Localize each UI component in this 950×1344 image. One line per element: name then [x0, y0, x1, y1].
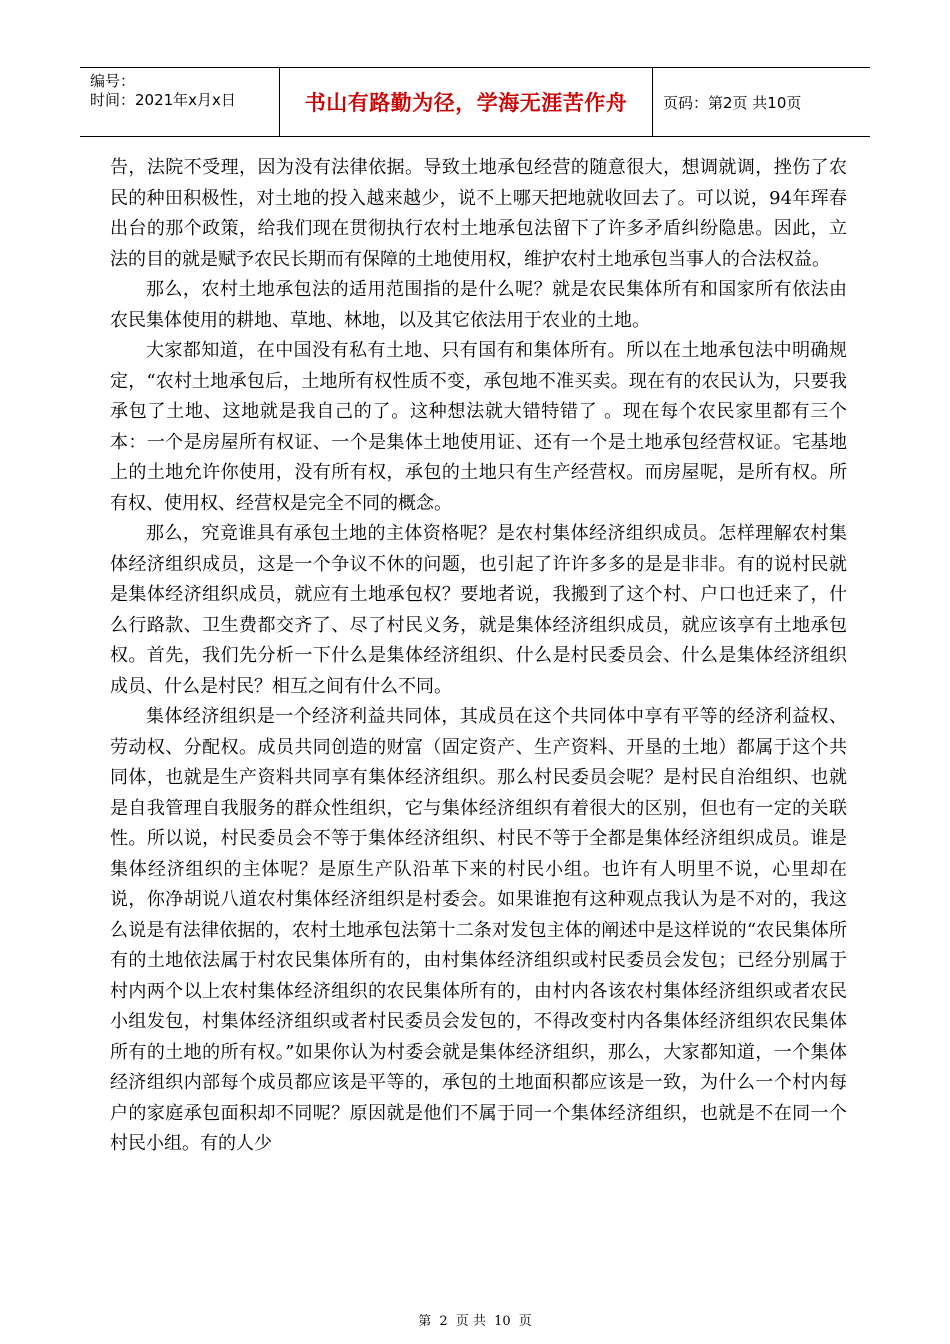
footer-middle: 页 共: [455, 1314, 486, 1329]
footer-page-number: 2: [439, 1314, 448, 1329]
paragraph-2: 那么，农村土地承包法的适用范围指的是什么呢？就是农民集体所有和国家所有依法由农民集体使用的耕地、草地、林地，以及其它依法用于农业的土地。: [110, 279, 847, 331]
page-header: [80, 67, 870, 137]
paragraph-5: 集体经济组织是一个经济利益共同体，其成员在这个共同体中享有平等的经济利益权、劳动权、分配权。成员共同创造的财富（固定资产、生产资料、开垦的土地）都属于这个共同体，也就是生产资料共同享有集体经济组织。那么村民委员会呢？是村民自治组织、也就是自我管理自我服务的群众性组织，它与集体经济组织有着很大的区别，但也有一定的关联性。所以说，村民委员会不等于集体经济组织、村民不等于全都是集体经济组织成员。谁是集体经济组织的主体呢？是原生产队沿革下来的村民小组。也许有人明里不说，心里却在说，你净胡说八道农村集体经济组织是村委会。如果谁抱有这种观点我认为是不对的，我这么说是有法律依据的，农村土地承包法第十二条对发包主体的阐述中是这样说的“农民集体所有的土地依法属于村农民集体所有的，由村集体经济组织或村民委员会发包；已经分别属于村内两个以上农村集体经济组织的农民集体所有的，由村内各该农村集体经济组织或者农民小组发包，村集体经济组织或者村民委员会发包的，不得改变村内各集体经济组织农民集体所有的土地的所有权。”如果你认为村委会就是集体经济组织，那么，大家都知道，一个集体经济组织内部每个成员都应该是平等的，承包的土地面积都应该是一致，为什么一个村内每户的家庭承包面积却不同呢？原因就是他们不属于同一个集体经济组织，也就是不在同一个村民小组。有的人少: [110, 706, 847, 1154]
paragraph-3: 大家都知道，在中国没有私有土地、只有国有和集体所有。所以在土地承包法中明确规定，“农村土地承包后，土地所有权性质不变，承包地不准买卖。现在有的农民认为，只要我承包了土地、这地就是我自己的了。这种想法就大错特错了 。现在每个农民家里都有三个本：一个是房屋所有权证、一个是集体土地使用证、还有一个是土地承包经营权证。宅基地上的土地允许你使用，没有所有权，承包的土地只有生产经营权。而房屋呢，是所有权。所有权、使用权、经营权是完全不同的概念。: [110, 340, 847, 514]
footer-suffix: 页: [518, 1314, 532, 1329]
document-number-label: 编号：: [90, 72, 136, 90]
paragraph-1: 告，法院不受理，因为没有法律依据。导致土地承包经营的随意很大，想调就调，挫伤了农民的种田积极性，对土地的投入越来越少，说不上哪天把地就收回去了。可以说，94年珲春出台的那个政策，给我们现在贯彻执行农村土地承包法留下了许多矛盾纠纷隐患。因此，立法的目的就是赋予农民长期而有保障的土地使用权，维护农村土地承包当事人的合法权益。: [110, 157, 847, 270]
header-page-info: 页码：第2页 共10页: [663, 93, 802, 112]
document-body: [110, 153, 847, 1160]
document-date: 时间：2021年x月x日: [90, 91, 236, 109]
footer-prefix: 第: [418, 1314, 432, 1329]
paragraph-4: 那么，究竟谁具有承包土地的主体资格呢？是农村集体经济组织成员。怎样理解农村集体经济组织成员，这是一个争议不休的问题，也引起了许许多多的是是非非。有的说村民就是集体经济组织成员，就应有土地承包权？要地者说，我搬到了这个村、户口也迁来了，什么行路款、卫生费都交齐了、尽了村民义务，就是集体经济组织成员，就应该享有土地承包权。首先，我们先分析一下什么是集体经济组织、什么是村民委员会、什么是集体经济组织成员、什么是村民？相互之间有什么不同。: [110, 523, 847, 697]
page-footer: [0, 1310, 950, 1329]
footer-total-pages: 10: [494, 1314, 511, 1329]
header-meta: [80, 68, 280, 136]
header-motto: 书山有路勤为径，学海无涯苦作舟: [280, 68, 653, 136]
